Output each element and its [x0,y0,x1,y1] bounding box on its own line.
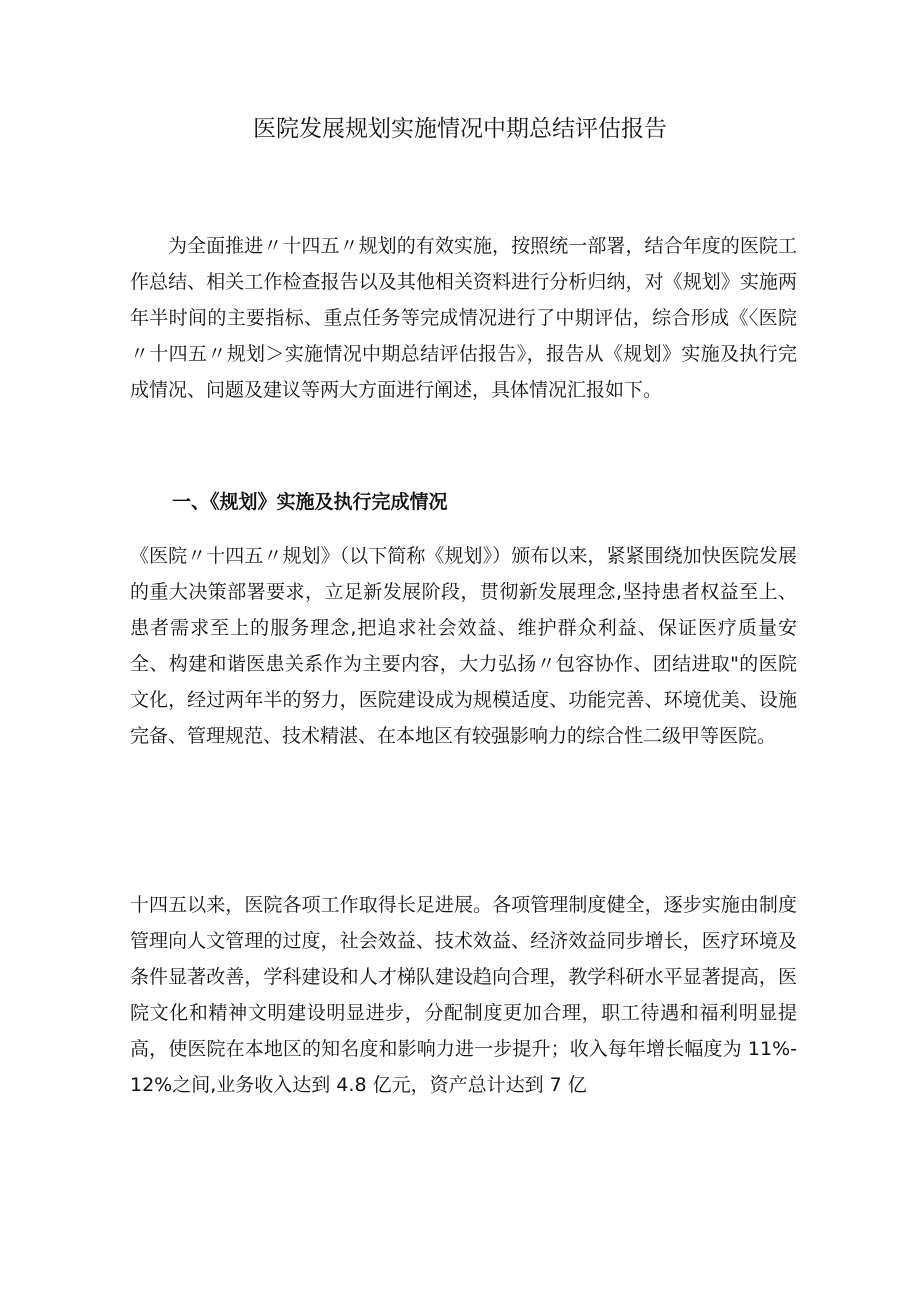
section-paragraph-1: 《医院〃十四五〃规划》（以下简称《规划》）颁布以来，紧紧围绕加快医院发展的重大决策部署要求，立足新发展阶段，贯彻新发展理念,坚持患者权益至上、患者需求至上的服务理念,把追求社会效益、维护群众利益、保证医疗质量安全、构建和谐医患关系作为主要内容，大力弘扬〃包容协作、团结进取"的医院文化，经过两年半的努力，医院建设成为规模适度、功能完善、环境优美、设施完备、管理规范、技术精湛、在本地区有较强影响力的综合性二级甲等医院。 [130,545,797,747]
section-heading: 一、《规划》实施及执行完成情况 [172,491,448,513]
intro-paragraph: 为全面推进〃十四五〃规划的有效实施，按照统一部署，结合年度的医院工作总结、相关工作检查报告以及其他相关资料进行分析归纳，对《规划》实施两年半时间的主要指标、重点任务等完成情况进行了中期评估，综合形成《〈医院〃十四五〃规划＞实施情况中期总结评估报告》，报告从《规划》实施及执行完成情况、问题及建议等两大方面进行阐述，具体情况汇报如下。 [130,235,797,401]
document-title: 医院发展规划实施情况中期总结评估报告 [253,116,667,142]
section-paragraph-2: 十四五以来，医院各项工作取得长足进展。各项管理制度健全，逐步实施由制度管理向人文管理的过度，社会效益、技术效益、经济效益同步增长，医疗环境及条件显著改善，学科建设和人才梯队建设趋向合理，教学科研水平显著提高，医院文化和精神文明建设明显进步，分配制度更加合理，职工待遇和福利明显提高，使医院在本地区的知名度和影响力进一步提升；收入每年增长幅度为 11%-12%之间,业务收入达到 4.8 亿元，资产总计达到 7 亿 [130,894,797,1096]
